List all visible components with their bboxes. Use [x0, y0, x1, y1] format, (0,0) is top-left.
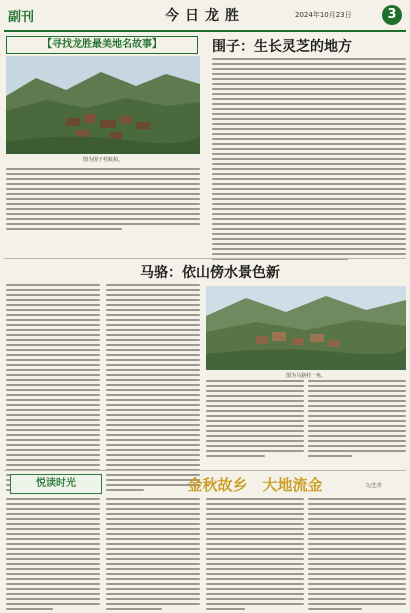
article-text: [106, 498, 200, 613]
newspaper-title: 今日龙胜: [165, 8, 245, 24]
headline: 围子：生长灵芝的地方: [212, 39, 352, 55]
article-text: [206, 380, 304, 460]
masthead: [0, 0, 410, 30]
article-text: [206, 498, 304, 613]
section-title: 悦读时光: [10, 474, 102, 494]
article-text: [308, 498, 406, 613]
photo-caption: 图为围子村航拍。: [82, 157, 123, 163]
village-aerial-photo: [6, 56, 200, 154]
article-text: [6, 498, 100, 613]
page-number: 3: [382, 5, 402, 25]
article-text: [6, 284, 100, 494]
divider: [4, 470, 406, 471]
headline: 马骆：依山傍水景色新: [140, 265, 280, 281]
column-banner: 【寻找龙胜最美地名故事】: [6, 36, 198, 54]
article-text: [106, 284, 200, 494]
divider: [4, 258, 406, 259]
masthead-rule: [4, 30, 406, 32]
author-byline: 文/艺青: [365, 483, 382, 489]
poem-title: 金秋故乡 大地流金: [187, 476, 323, 494]
article-text: [6, 168, 200, 233]
column-name: 副刊: [8, 10, 35, 25]
article-text: [308, 380, 406, 460]
photo-caption: 图为马骆村一角。: [285, 373, 326, 379]
village-photo: [206, 286, 406, 370]
issue-date: 2024年10月23日: [295, 11, 352, 19]
article-text: [212, 58, 406, 263]
